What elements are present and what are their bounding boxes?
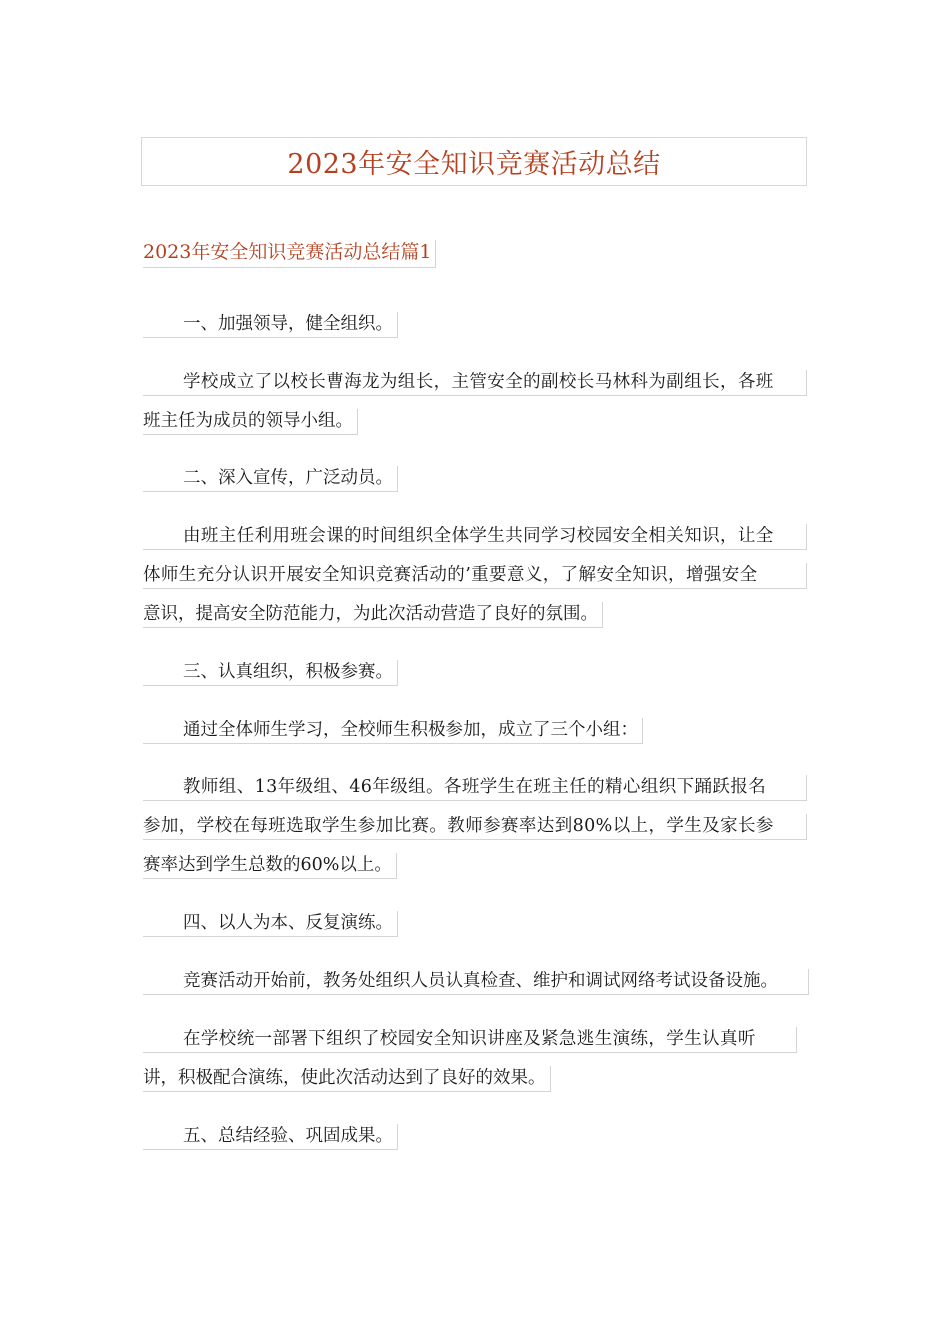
document-title: 2023年安全知识竞赛活动总结 — [287, 149, 661, 180]
paragraph-line: 班主任为成员的领导小组。 — [143, 409, 358, 435]
paragraph-line: 意识，提高安全防范能力，为此次活动营造了良好的氛围。 — [143, 602, 603, 628]
paragraph-line: 讲，积极配合演练，使此次活动达到了良好的效果。 — [143, 1066, 551, 1092]
paragraph-line: 学校成立了以校长曹海龙为组长，主管安全的副校长马林科为副组长，各班 — [143, 370, 807, 396]
section-subtitle: 2023年安全知识竞赛活动总结篇1 — [143, 240, 436, 268]
heading-4: 四、以人为本、反复演练。 — [143, 911, 398, 937]
paragraph-line: 在学校统一部署下组织了校园安全知识讲座及紧急逃生演练，学生认真听 — [143, 1027, 797, 1053]
paragraph-line: 体师生充分认识开展安全知识竞赛活动的’重要意义，了解安全知识，增强安全 — [143, 563, 807, 589]
heading-3: 三、认真组织，积极参赛。 — [143, 660, 398, 686]
paragraph-line: 竞赛活动开始前，教务处组织人员认真检查、维护和调试网络考试设备设施。 — [143, 969, 809, 995]
paragraph-line: 通过全体师生学习，全校师生积极参加，成立了三个小组： — [143, 718, 643, 744]
heading-2: 二、深入宣传，广泛动员。 — [143, 466, 398, 492]
heading-5: 五、总结经验、巩固成果。 — [143, 1124, 398, 1150]
paragraph-line: 教师组、13年级组、46年级组。各班学生在班主任的精心组织下踊跃报名 — [143, 775, 807, 801]
paragraph-line: 参加，学校在每班选取学生参加比赛。教师参赛率达到80%以上，学生及家长参 — [143, 814, 807, 840]
title-box — [141, 137, 807, 186]
heading-1: 一、加强领导，健全组织。 — [143, 312, 398, 338]
paragraph-line: 赛率达到学生总数的60%以上。 — [143, 853, 397, 879]
paragraph-line: 由班主任利用班会课的时间组织全体学生共同学习校园安全相关知识，让全 — [143, 524, 807, 550]
